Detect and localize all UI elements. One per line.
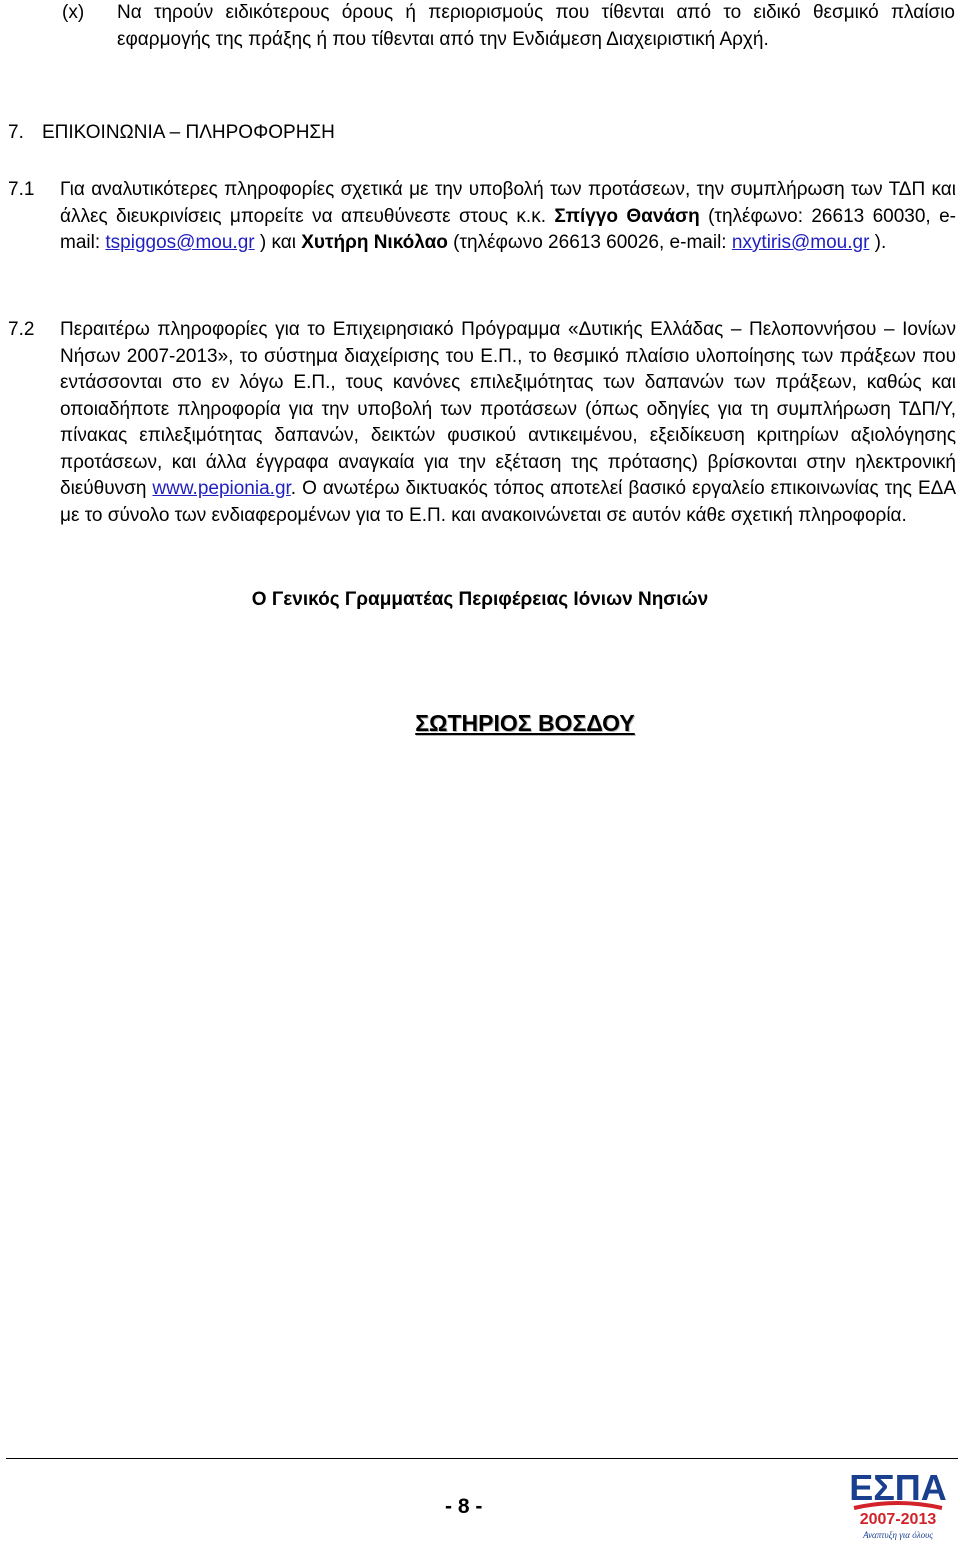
item-x-paragraph: Να τηρούν ειδικότερους όρους ή περιορισμούς που τίθενται από το ειδικό θεσμικό πλαίσιο εφαρμογής της πράξης ή που τίθενται από την Ενδιάμεση Διαχειριστική Αρχή. <box>117 2 955 50</box>
p72-text-b: . Ο ανωτέρω δικτυακός τόπος αποτελεί βασικό εργαλείο επικοινωνίας της ΕΔΑ με το σύνολο των ενδιαφερομένων για το Ε.Π. και ανακοινώνεται σε αυτόν κάθε σχετική πληροφορία. <box>60 478 956 526</box>
footer-divider <box>6 1458 958 1459</box>
paragraph-7-1 <box>60 177 956 257</box>
item-label: (x) <box>62 2 85 23</box>
page-number: - 8 - <box>445 1495 483 1518</box>
contact-name-spiggos: Σπίγγο Θανάση <box>554 205 700 227</box>
p72-text-a: Περαιτέρω πληροφορίες για το Επιχειρησιακό Πρόγραμμα «Δυτικής Ελλάδας – Πελοποννήσου – Ιονίων Νήσων 2007-2013», το σύστημα διαχείρισης του Ε.Π., το θεσμικό πλαίσιο υλοποίησης των πράξεων που εντάσσονται στο εν λόγω Ε.Π., τους κανόνες επιλεξιμότητας των δαπανών των πράξεων, καθώς και οποιαδήποτε πληροφορία για την υποβολή των προτάσεων (όπως οδηγίες για τη συμπλήρωση ΤΔΠ/Υ, πίνακας επιλεξιμότητας δαπανών, δεικτών φυσικού αντικειμένου, εξειδίκευση κριτηρίων αξιολόγησης προτάσεων, και άλλα έγγραφα αναγκαία για την εξέταση της πρότασης) βρίσκονται στην ηλεκτρονική διεύθυνση <box>60 319 956 499</box>
email-link-xytiris[interactable]: nxytiris@mou.gr <box>731 232 870 253</box>
section-number: 7. <box>8 122 24 143</box>
p71-text-c: ) και <box>254 232 302 253</box>
p71-text-a: Για αναλυτικότερες πληροφορίες σχετικά με την υποβολή των προτάσεων, την συμπλήρωση των ΤΔΠ και άλλες διευκρινίσεις μπορείτε να απευθύνεστε στους κ.κ. <box>60 179 956 227</box>
paragraph-number-7-1: 7.1 <box>8 179 35 200</box>
p71-text-d: (τηλέφωνο 26613 60026, e-mail: <box>447 232 732 253</box>
logo-slogan: Αναπτυξη για όλους <box>863 1530 933 1540</box>
signer-name: ΣΩΤΗΡΙΟΣ ΒΟΣΔΟΥ <box>415 710 635 736</box>
signer-title: Ο Γενικός Γραμματέας Περιφέρειας Ιόνιων Νησιών <box>251 589 709 610</box>
contact-name-xytiris: Χυτήρη Νικόλαο <box>301 232 448 253</box>
p71-text-b: (τηλέφωνο: 26613 60030, e-mail: <box>60 205 956 253</box>
website-link[interactable]: www.pepionia.gr <box>152 478 291 499</box>
logo-main-text: ΕΣΠΑ <box>849 1467 947 1508</box>
espa-logo <box>848 1462 948 1542</box>
paragraph-7-2 <box>60 317 956 529</box>
email-link-spiggos[interactable]: tspiggos@mou.gr <box>105 232 255 253</box>
paragraph-number-7-2: 7.2 <box>8 319 35 340</box>
logo-years: 2007-2013 <box>859 1511 937 1528</box>
section-heading <box>8 120 335 146</box>
p71-text-e: ). <box>869 232 887 253</box>
section-title: ΕΠΙΚΟΙΝΩΝΙΑ – ΠΛΗΡΟΦΟΡΗΣΗ <box>42 122 335 143</box>
